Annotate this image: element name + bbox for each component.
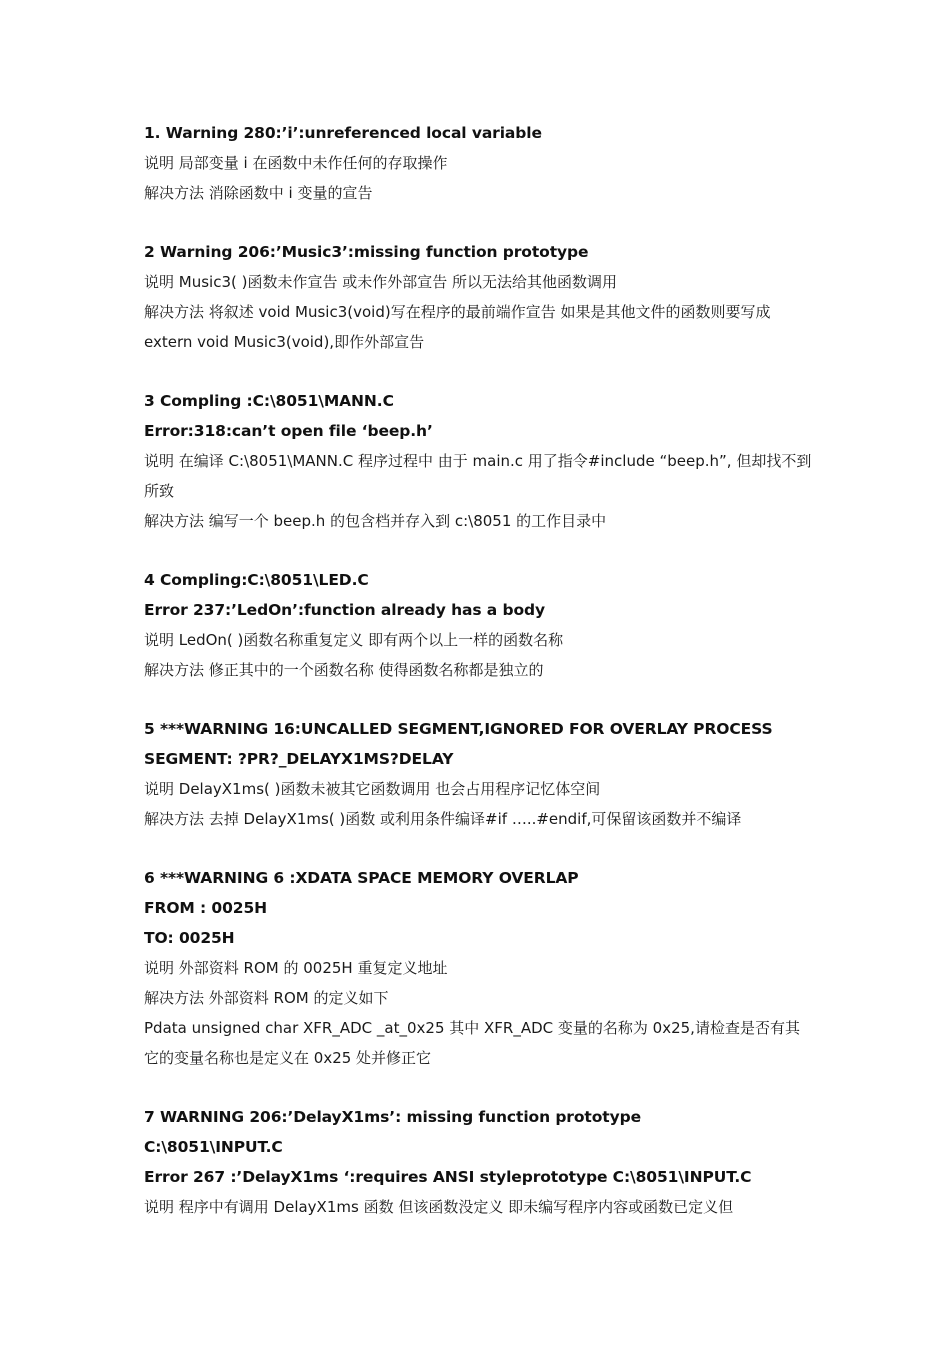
entry-solution: 解决方法 修正其中的一个函数名称 使得函数名称都是独立的	[144, 661, 544, 679]
entry-7	[144, 1102, 814, 1222]
entry-solution: 解决方法 去掉 DelayX1ms( )函数 或利用条件编译#if …..#endif,可保留该函数并不编译	[144, 810, 742, 828]
entry-description: 说明 LedOn( )函数名称重复定义 即有两个以上一样的函数名称	[144, 631, 564, 649]
entry-5	[144, 714, 814, 834]
entry-solution: 解决方法 消除函数中 i 变量的宣告	[144, 184, 373, 202]
entry-solution: 解决方法 将叙述 void Music3(void)写在程序的最前端作宣告 如果是其他文件的函数则要写成 extern void Music3(void),即作外部宣告	[144, 303, 771, 351]
entry-to-line: TO: 0025H	[144, 929, 235, 947]
entry-heading: 2 Warning 206:’Music3’:missing function prototype	[144, 243, 589, 261]
entry-3	[144, 386, 814, 536]
entry-description: 说明 DelayX1ms( )函数未被其它函数调用 也会占用程序记忆体空间	[144, 780, 601, 798]
entry-description: 说明 在编译 C:\8051\MANN.C 程序过程中 由于 main.c 用了指令#include “beep.h”, 但却找不到所致	[144, 452, 812, 500]
entry-4	[144, 565, 814, 685]
entry-error-line: Error 267 :’DelayX1ms ‘:requires ANSI styleprototype C:\8051\INPUT.C	[144, 1168, 752, 1186]
entry-description: 说明 Music3( )函数未作宣告 或未作外部宣告 所以无法给其他函数调用	[144, 273, 618, 291]
entry-error-line: Error 237:’LedOn’:function already has a body	[144, 601, 545, 619]
entry-heading: 6 ***WARNING 6 :XDATA SPACE MEMORY OVERLAP	[144, 869, 579, 887]
entry-solution: 解决方法 外部资料 ROM 的定义如下	[144, 989, 389, 1007]
entry-segment-line: SEGMENT: ?PR?_DELAYX1MS?DELAY	[144, 750, 454, 768]
entry-description: 说明 程序中有调用 DelayX1ms 函数 但该函数没定义 即未编写程序内容或函数已定义但	[144, 1198, 734, 1216]
entry-6	[144, 863, 814, 1073]
document-page	[144, 118, 814, 1251]
entry-description: 说明 外部资料 ROM 的 0025H 重复定义地址	[144, 959, 448, 977]
entry-from-line: FROM : 0025H	[144, 899, 268, 917]
entry-heading: 7 WARNING 206:’DelayX1ms’: missing function prototype	[144, 1108, 641, 1126]
entry-2	[144, 237, 814, 357]
entry-error-line: Error:318:can’t open file ‘beep.h’	[144, 422, 433, 440]
entry-heading: 5 ***WARNING 16:UNCALLED SEGMENT,IGNORED FOR OVERLAY PROCESS	[144, 720, 773, 738]
entry-heading: 4 Compling:C:\8051\LED.C	[144, 571, 369, 589]
entry-code-example: Pdata unsigned char XFR_ADC _at_0x25 其中 XFR_ADC 变量的名称为 0x25,请检查是否有其它的变量名称也是定义在 0x25 处并修正它	[144, 1019, 800, 1067]
entry-heading: 1. Warning 280:’i’:unreferenced local variable	[144, 124, 542, 142]
entry-file-line: C:\8051\INPUT.C	[144, 1138, 283, 1156]
entry-heading: 3 Compling :C:\8051\MANN.C	[144, 392, 394, 410]
entry-1	[144, 118, 814, 208]
entry-description: 说明 局部变量 i 在函数中未作任何的存取操作	[144, 154, 448, 172]
entry-solution: 解决方法 编写一个 beep.h 的包含档并存入到 c:\8051 的工作目录中	[144, 512, 607, 530]
